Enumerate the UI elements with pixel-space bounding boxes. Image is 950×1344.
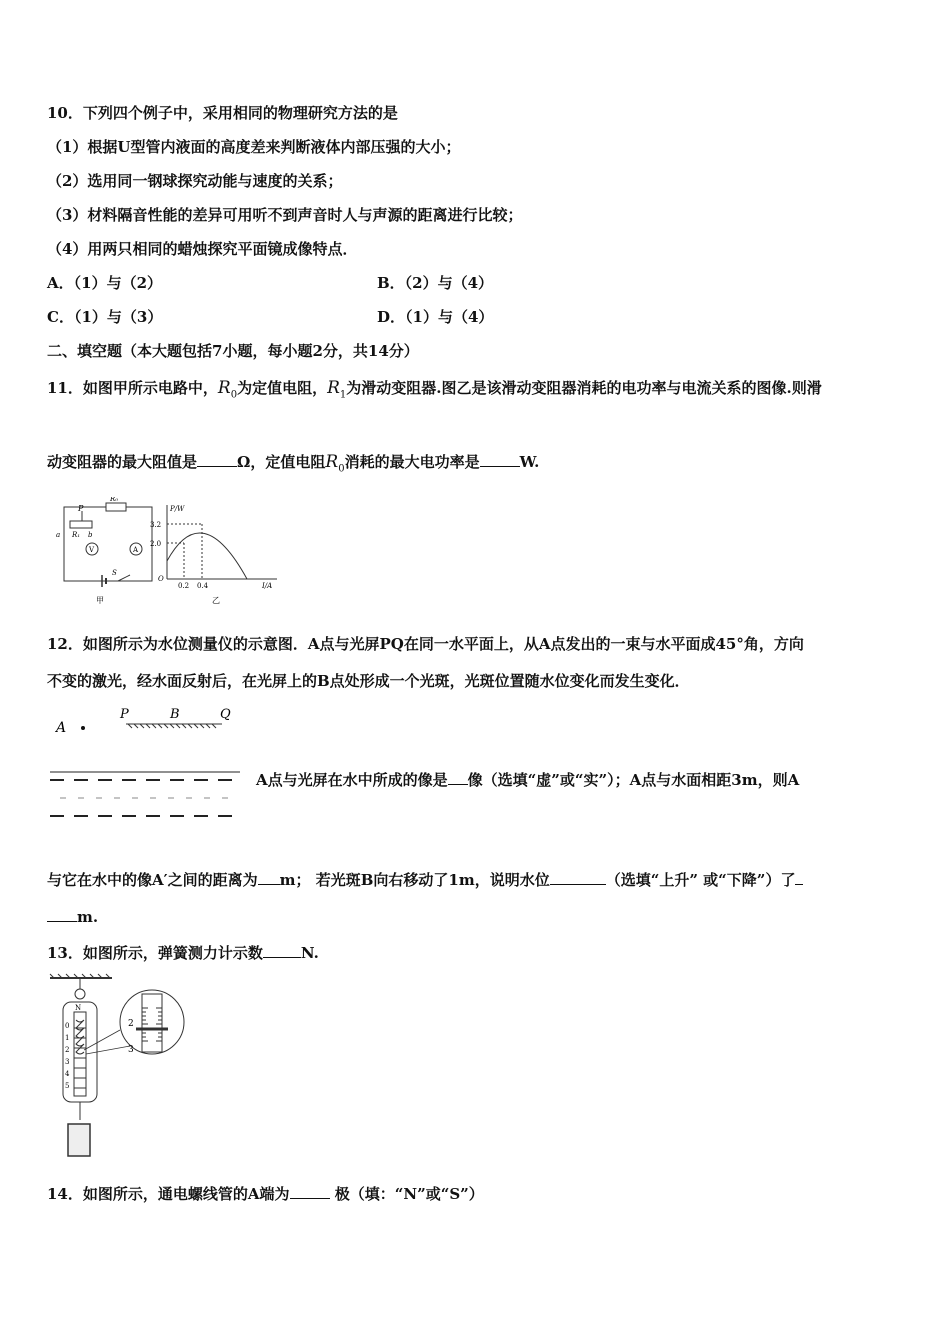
label-yi: 乙	[212, 596, 220, 605]
blank-max-power[interactable]	[480, 452, 520, 467]
blank-pole[interactable]	[290, 1184, 330, 1199]
tick-5: 5	[65, 1082, 70, 1090]
y-axis-label: P/W	[170, 505, 185, 513]
q10-item-4: （4）用两只相同的蜡烛探究平面镜成像特点．	[47, 240, 358, 258]
q12-line-5: m.	[47, 907, 98, 927]
zoom-tick-2: 2	[128, 1019, 134, 1029]
q10-option-a[interactable]: A．（1）与（2）	[47, 274, 163, 292]
switch-icon	[118, 575, 130, 581]
q13-line: 13．如图所示，弹簧测力计示数 N.	[47, 944, 319, 962]
hanging-weight	[68, 1124, 90, 1156]
point-b-label: B	[170, 707, 180, 722]
label-r0: R₀	[110, 497, 119, 503]
q11-line-2: 动变阻器的最大阻值是 Ω，定值电阻$R_0$消耗的最大电功率是 W.	[47, 452, 540, 475]
q10-item-3: （3）材料隔音性能的差异可用听不到声音时人与声源的距离进行比较；	[47, 206, 523, 224]
tick-4: 4	[65, 1070, 70, 1078]
point-q-label: Q	[220, 707, 231, 722]
q12-water-level-figure	[50, 702, 250, 822]
unit-label: N	[75, 1004, 82, 1012]
power-current-graph	[167, 505, 277, 579]
tick-1: 1	[65, 1034, 70, 1042]
tick-0: 0	[65, 1022, 70, 1030]
q10-option-b[interactable]: B．（2）与（4）	[377, 274, 494, 292]
blank-image-type[interactable]	[448, 770, 468, 785]
tick-2: 2	[65, 1046, 70, 1054]
q12-line-3: A点与光屏在水中所成的像是 像（选填“虚”或“实”）；A点与水面相距3m，则A	[256, 771, 800, 789]
label-a: a	[56, 531, 61, 539]
q10-option-c[interactable]: C．（1）与（3）	[47, 308, 163, 326]
section-heading: 二、填空题（本大题包括7小题，每小题2分，共14分）	[47, 342, 419, 360]
power-curve	[167, 533, 247, 579]
q11-line-1: 11．如图甲所示电路中，$R_0$为定值电阻，$R_1$为滑动变阻器.图乙是该滑动变阻器消耗的电功率与电流关系的图像.则滑	[47, 378, 822, 401]
q13-spring-scale-figure	[46, 972, 186, 1162]
r1-symbol: $R_1$	[327, 378, 347, 401]
point-p-label: P	[120, 707, 129, 722]
q12-line-2: 不变的激光，经水面反射后，在光屏上的B点处形成一个光斑，光斑位置随水位变化而发生变化．	[47, 672, 690, 690]
r0-symbol: $R_0$	[325, 452, 345, 475]
top-ring	[75, 989, 85, 999]
spring-scale	[50, 974, 184, 1156]
q14-line: 14．如图所示，通电螺线管的A端为 极（填：“N”或“S”）	[47, 1185, 484, 1203]
zoom-tick-3: 3	[128, 1045, 134, 1055]
blank-max-resistance[interactable]	[197, 452, 237, 467]
circuit-diagram	[64, 503, 152, 587]
y-tick-2-0: 2.0	[150, 540, 162, 548]
label-p: P	[78, 504, 84, 513]
x-axis-label: I/A	[262, 582, 273, 590]
r0-symbol: $R_0$	[217, 378, 238, 401]
light-screen-pq	[126, 724, 222, 728]
point-a-label: A	[56, 720, 67, 736]
tick-3: 3	[65, 1058, 70, 1066]
x-tick-0-2: 0.2	[178, 582, 190, 590]
y-tick-3-2: 3.2	[150, 521, 162, 529]
q10-item-2: （2）选用同一钢球探究动能与速度的关系；	[47, 172, 343, 190]
blank-water-change-start[interactable]	[795, 870, 803, 885]
label-r1: R₁	[72, 531, 81, 539]
blank-water-direction[interactable]	[550, 870, 606, 885]
q11-circuit-graph-figure	[52, 497, 292, 609]
q12-line-1: 12．如图所示为水位测量仪的示意图．A点与光屏PQ在同一水平面上，从A点发出的一束与水平面成45°角，方向	[47, 635, 804, 653]
r0-resistor	[106, 503, 126, 511]
label-s: S	[112, 569, 117, 577]
label-jia: 甲	[96, 596, 104, 605]
r1-resistor	[70, 521, 92, 528]
q10-option-d[interactable]: D．（1）与（4）	[377, 308, 494, 326]
q10-item-1: （1）根据U型管内液面的高度差来判断液体内部压强的大小；	[47, 138, 461, 156]
point-a-dot	[81, 726, 85, 730]
label-v: V	[89, 546, 95, 554]
blank-force-reading[interactable]	[263, 943, 301, 958]
water-surface	[50, 772, 240, 816]
blank-distance[interactable]	[258, 870, 280, 885]
blank-water-change[interactable]	[47, 907, 77, 922]
q10-stem: 10．下列四个例子中，采用相同的物理研究方法的是	[47, 104, 398, 122]
origin-label: O	[158, 575, 164, 583]
label-ammeter: A	[133, 546, 139, 554]
label-b: b	[88, 531, 93, 539]
x-tick-0-4: 0.4	[197, 582, 209, 590]
q12-line-4: 与它在水中的像A′之间的距离为 m； 若光斑B向右移动了1m，说明水位 （选填“上升” 或“下降”）了	[47, 870, 803, 890]
